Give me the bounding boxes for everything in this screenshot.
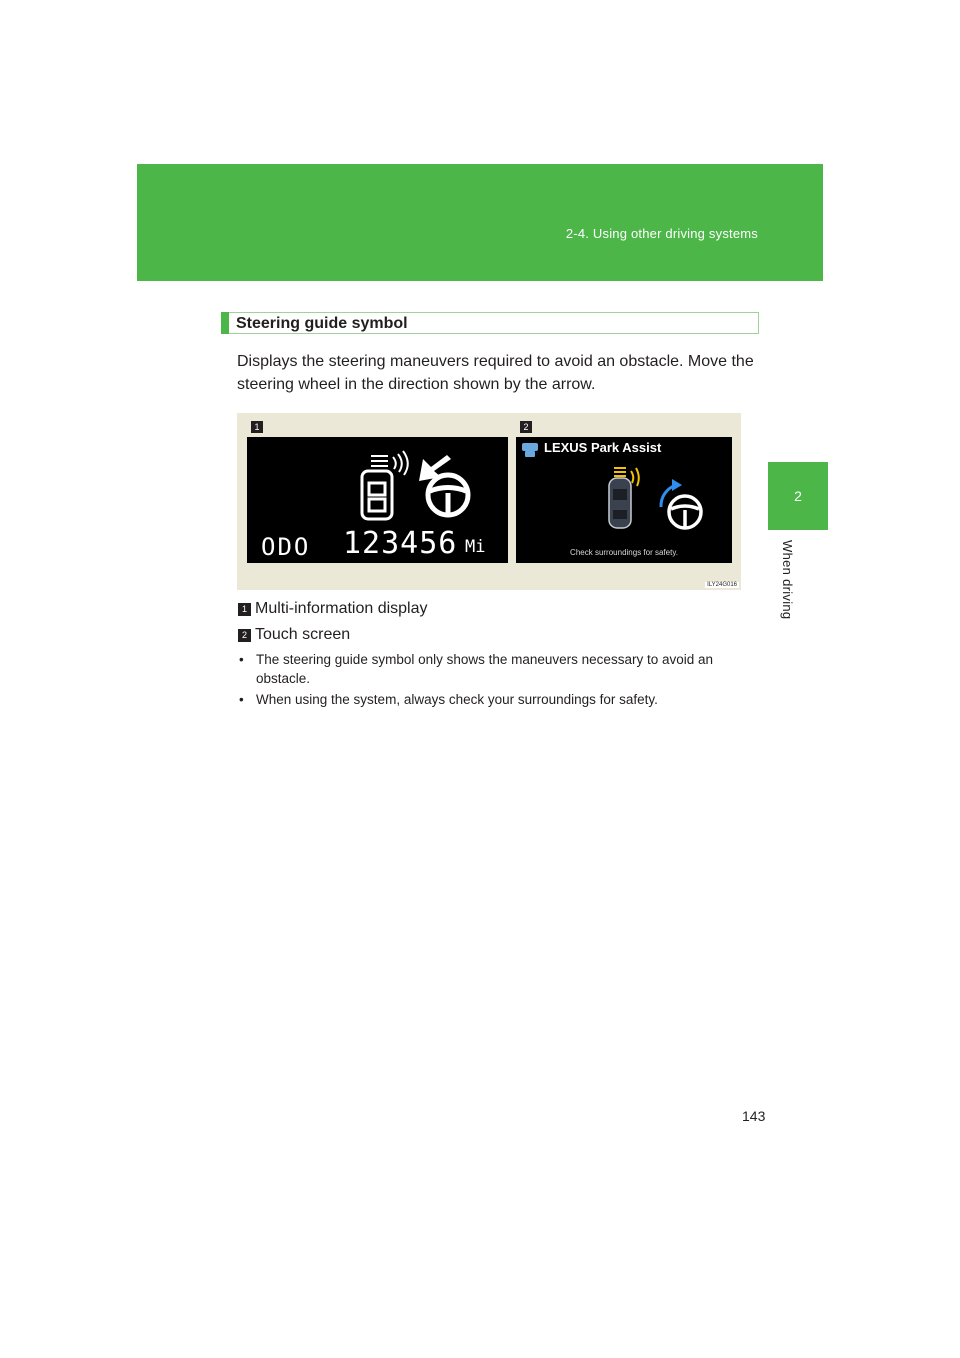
legend-number: 2: [238, 629, 251, 642]
note-text: The steering guide symbol only shows the maneuvers necessary to avoid an obstacle.: [256, 652, 713, 686]
figure: [237, 413, 741, 590]
touch-screen: [516, 437, 732, 563]
note-item: [239, 650, 762, 688]
intro-paragraph: Displays the steering maneuvers required to avoid an obstacle. Move the steering wheel in the direction shown by the arrow.: [237, 353, 754, 393]
figure-callout-2: 2: [520, 421, 532, 433]
bullet-mark: •: [239, 652, 244, 667]
legend-item-2: [238, 626, 350, 644]
vehicle-top-icon: [362, 471, 392, 519]
park-assist-graphic: [516, 437, 732, 563]
header-band: [137, 164, 823, 281]
odometer-unit: Mi: [465, 537, 486, 557]
legend-label: Touch screen: [255, 626, 351, 643]
chapter-title: When driving: [780, 540, 795, 620]
figure-code: ILY24G016: [707, 582, 737, 588]
legend-item-1: [238, 600, 428, 618]
odometer-label: ODO: [261, 533, 311, 561]
steering-wheel-icon: [669, 496, 701, 528]
page-number: 143: [742, 1108, 766, 1124]
section-heading: [221, 312, 759, 334]
odometer-value: 123456: [343, 526, 458, 561]
legend-number: 1: [238, 603, 251, 616]
notes-list: [239, 650, 762, 711]
vehicle-top-icon: [609, 478, 631, 528]
section-heading-text: Steering guide symbol: [236, 315, 408, 332]
steering-wheel-icon: [428, 475, 468, 515]
legend-label: Multi-information display: [255, 600, 428, 617]
chapter-number: 2: [794, 488, 802, 504]
park-assist-icon: [522, 443, 538, 457]
figure-callout-1: 1: [251, 421, 263, 433]
arrow-head-icon: [672, 479, 682, 491]
note-text: When using the system, always check your surroundings for safety.: [256, 692, 658, 707]
park-assist-title: LEXUS Park Assist: [544, 440, 662, 455]
park-assist-message: Check surroundings for safety.: [570, 548, 678, 557]
multi-information-display-screen: [247, 437, 508, 563]
bullet-mark: •: [239, 692, 244, 707]
note-item: [239, 690, 762, 709]
section-reference: 2-4. Using other driving systems: [565, 226, 758, 241]
chapter-tab: [768, 462, 828, 530]
heading-accent-bar: [221, 312, 229, 334]
